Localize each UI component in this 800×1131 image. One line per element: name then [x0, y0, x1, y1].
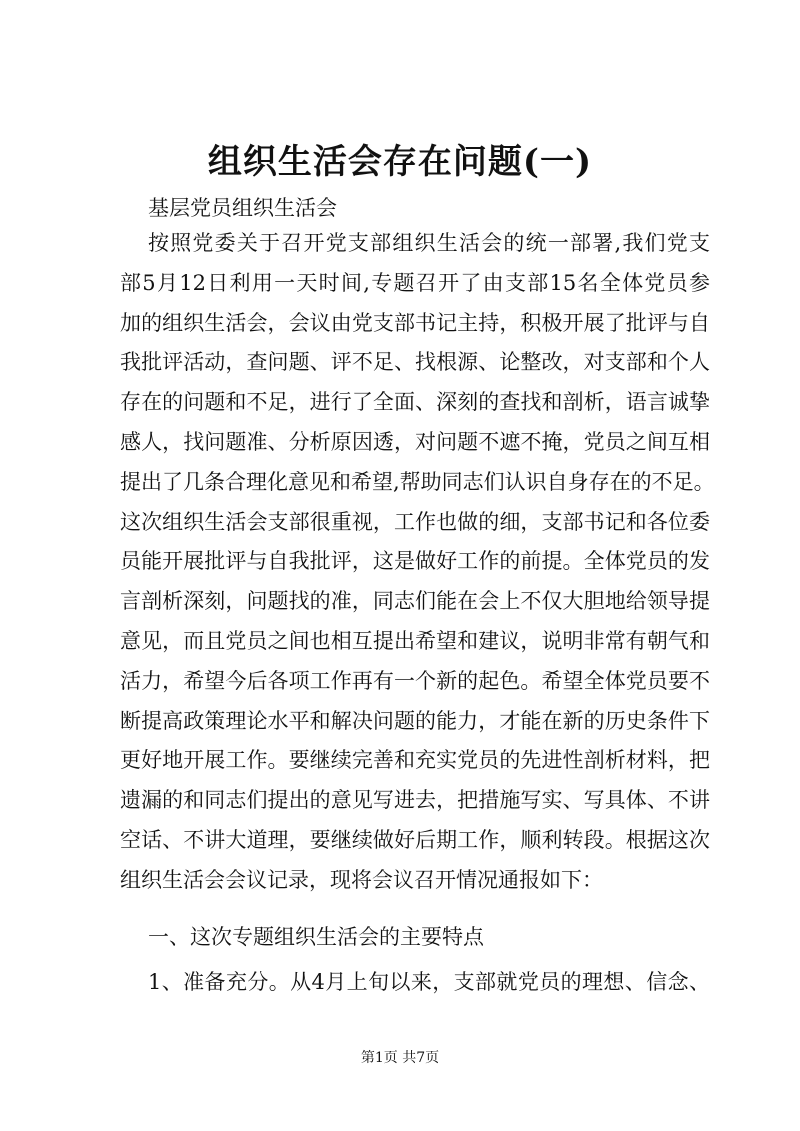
body-line: 加的组织生活会，会议由党支部书记主持，积极开展了批评与自: [120, 310, 710, 335]
document-subtitle: 基层党员组织生活会: [148, 196, 337, 220]
body-line: 员能开展批评与自我批评，这是做好工作的前提。全体党员的发: [120, 549, 710, 574]
body-line: 活力，希望今后各项工作再有一个新的起色。希望全体党员要不: [120, 668, 710, 693]
body-line: 部5月12日利用一天时间,专题召开了由支部15名全体党员参: [120, 270, 710, 295]
body-line: 遗漏的和同志们提出的意见写进去，把措施写实、写具体、不讲: [120, 788, 710, 813]
body-line: 更好地开展工作。要继续完善和充实党员的先进性剖析材料，把: [120, 748, 710, 773]
body-line: 这次组织生活会支部很重视，工作也做的细，支部书记和各位委: [120, 509, 710, 534]
section-heading: 一、这次专题组织生活会的主要特点: [148, 925, 484, 949]
body-line: 断提高政策理论水平和解决问题的能力，才能在新的历史条件下: [120, 708, 710, 733]
body-line: 言剖析深刻，问题找的准，同志们能在会上不仅大胆地给领导提: [120, 589, 710, 614]
body-line: 空话、不讲大道理，要继续做好后期工作，顺利转段。根据这次: [120, 827, 710, 852]
page-footer: 第1页 共7页: [360, 1050, 440, 1066]
body-line: 按照党委关于召开党支部组织生活会的统一部署,我们党支: [148, 231, 710, 255]
body-line: 感人，找问题准、分析原因透，对问题不遮不掩，党员之间互相: [120, 429, 710, 454]
section-first-line: 1、准备充分。从4月上旬以来，支部就党员的理想、信念、: [148, 970, 710, 994]
body-line: 组织生活会会议记录，现将会议召开情况通报如下：: [120, 867, 603, 892]
body-line: 提出了几条合理化意见和希望,帮助同志们认识自身存在的不足。: [120, 469, 715, 494]
body-line: 存在的问题和不足，进行了全面、深刻的查找和剖析，语言诚挚: [120, 390, 710, 415]
body-line: 我批评活动，查问题、评不足、找根源、论整改，对支部和个人: [120, 350, 710, 375]
body-paragraph: [120, 224, 715, 901]
body-line: 意见，而且党员之间也相互提出希望和建议，说明非常有朝气和: [120, 628, 710, 653]
document-title: 组织生活会存在问题(一): [207, 142, 593, 182]
